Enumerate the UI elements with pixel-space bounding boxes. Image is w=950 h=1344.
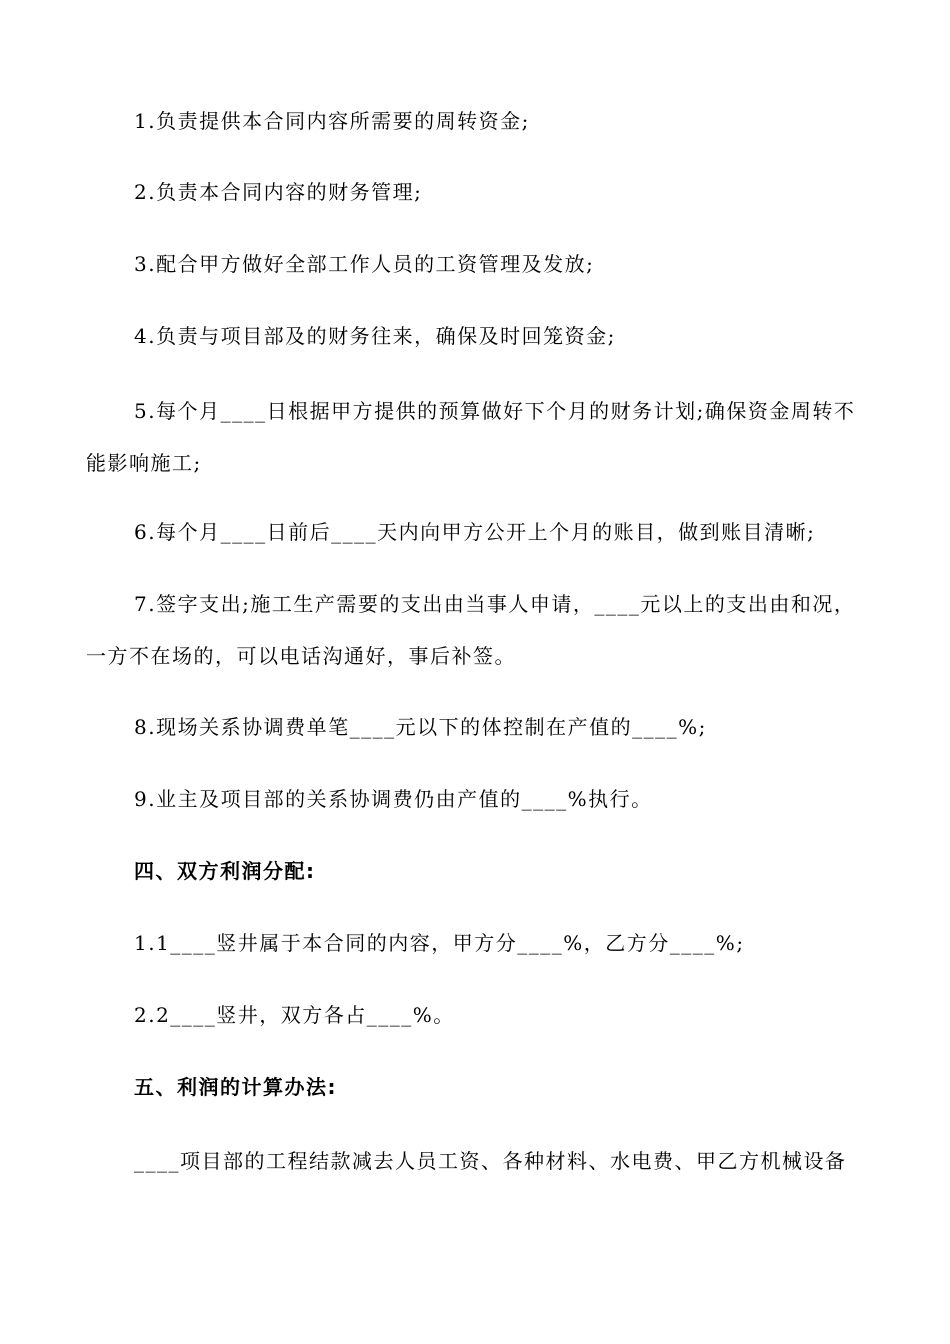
paragraph-item-3: 3.配合甲方做好全部工作人员的工资管理及发放; bbox=[134, 252, 595, 276]
paragraph-item-1: 1.负责提供本合同内容所需要的周转资金; bbox=[134, 109, 530, 133]
paragraph-calculation-text: ____项目部的工程结款减去人员工资、各种材料、水电费、甲乙方机械设备 bbox=[134, 1149, 847, 1173]
paragraph-item-6: 6.每个月____日前后____天内向甲方公开上个月的账目，做到账目清晰; bbox=[134, 520, 816, 544]
paragraph-item-4: 4.负责与项目部及的财务往来，确保及时回笼资金; bbox=[134, 324, 616, 348]
section-heading-profit-calculation: 五、利润的计算办法: bbox=[134, 1075, 337, 1099]
paragraph-item-9: 9.业主及项目部的关系协调费仍由产值的____%执行。 bbox=[134, 787, 653, 811]
paragraph-item-7: 7.签字支出;施工生产需要的支出由当事人申请，____元以上的支出由和况，一方不在场的，可以电话沟通好，事后补签。 bbox=[86, 592, 856, 668]
paragraph-item-2-2: 2.2____竖井，双方各占____%。 bbox=[134, 1003, 455, 1027]
paragraph-item-2: 2.负责本合同内容的财务管理; bbox=[134, 180, 423, 204]
section-heading-profit-distribution: 四、双方利润分配: bbox=[134, 859, 316, 883]
paragraph-item-5: 5.每个月____日根据甲方提供的预算做好下个月的财务计划;确保资金周转不能影响施工; bbox=[86, 399, 856, 475]
paragraph-item-1-1: 1.1____竖井属于本合同的内容，甲方分____%，乙方分____%; bbox=[134, 931, 745, 955]
paragraph-item-8: 8.现场关系协调费单笔____元以下的体控制在产值的____%; bbox=[134, 715, 707, 739]
